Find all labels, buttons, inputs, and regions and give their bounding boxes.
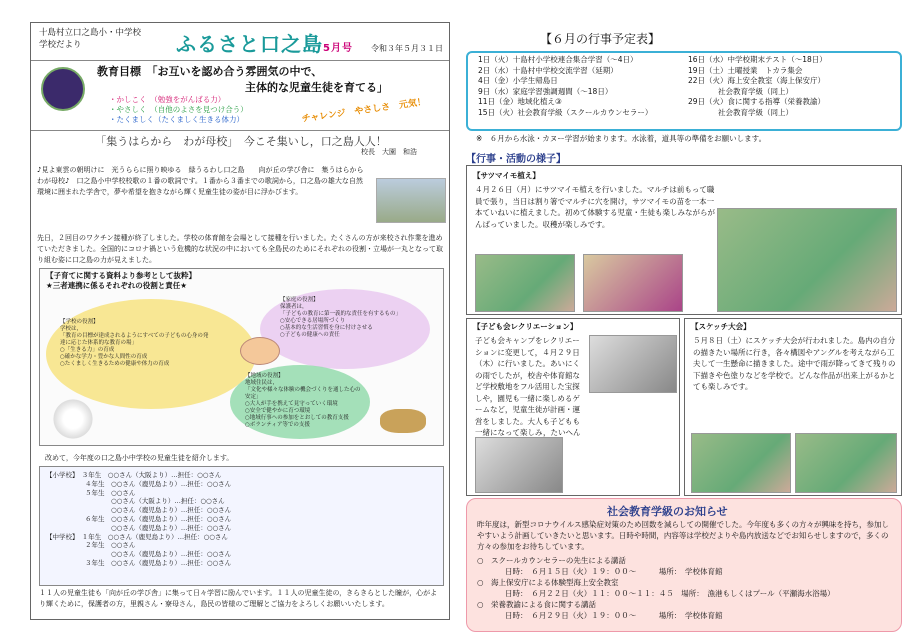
june-schedule bbox=[466, 51, 902, 131]
sketch-photo-2 bbox=[795, 433, 897, 493]
newsletter-left-page bbox=[30, 22, 450, 620]
school-name: 十島村立口之島小・中学校 学校だより bbox=[39, 28, 142, 50]
sketch-section bbox=[684, 318, 902, 496]
lily-illustration bbox=[48, 399, 98, 439]
sketch-text: ５月８日（土）にスケッチ大会が行われました。島内の自分の描きたい場所に行き，各々構図やアングルを考えながら工夫して一生懸命に描きました。途中で雨が降ってきて残りの下描きや色塗りなどを学校で。どんな作品が出来上がるかとても楽しみです。 bbox=[693, 336, 896, 391]
notice-intro: 昨年度は，新型コロナウイルス感染症対策のため回数を減らしての開催でした。今年度も多くの方々が興味を持ち，参加しやすいよう計画していきたいと思います。日時や時間，内容等は学校だよりや島内放送などでお知らせしますので，多くの方々の参加をお待ちしています。 bbox=[477, 520, 890, 551]
schedule-column-2: 16日（水）中学校期末テスト（〜18日） 19日（土）土曜授業 トカラ集会 22日（火）海上安全教室（海上保安庁） 社会教育学級（同上） 29日（火）食に関する指導（栄養教諭） 社会教育学級（同上） bbox=[688, 55, 827, 117]
recreation-text: 子ども会キャンプをレクリエーションに変更して，４月２９日（木）に行いました。あいにくの雨でしたが，校舎や体育館など学校敷地をフル活用した宝探しや，園児も一緒に楽しめるゲームなど，児童生徒が計画・運営をしました。大人も子どもも一緒になって楽しみ，たいへん bbox=[475, 336, 581, 437]
notice-item-title: ○ 栄養教諭による食に関する講話 bbox=[477, 600, 597, 609]
roster-line: ○○さん（大阪より）…担任：○○さん bbox=[46, 497, 225, 506]
notice-item-detail: 日時： ６月２２日（火）１１：００〜１１：４５ 場所： 漁港もしくはプール（平瀬海水浴場） bbox=[505, 589, 835, 598]
schedule-note: ※ ６月から水泳・カヌー学習が始まります。水泳着，道具等の準備をお願いします。 bbox=[476, 134, 767, 143]
potato-photo-2 bbox=[583, 254, 683, 312]
slogan: チャレンジ やさしさ 元気！ bbox=[301, 97, 427, 125]
sketch-photo-1 bbox=[691, 433, 791, 493]
roster-line: ３年生 ○○さん（鹿児島より）…担任：○○さん bbox=[46, 558, 232, 567]
notice-item-title: ○ 海上保安庁による体験型海上安全教室 bbox=[477, 578, 619, 587]
schedule-column-1: 1日（火）十島村小学校連合集合学習（〜4日） 2日（水）十島村中学校交流学習（延期） 4日（金）小学生帰島日 9日（水）家庭学習強調週間（〜18日） 11日（金）地域化植え③ 15日（火）社会教育学級（スクールカウンセラー） bbox=[478, 55, 653, 117]
goal-subtitle: 主体的な児童生徒を育てる」 bbox=[245, 81, 388, 94]
roster-line: ○○さん（鹿児島より）…担任：○○さん bbox=[46, 523, 232, 532]
diagram-title: 【子育てに関する資料より参考として抜粋】 ★三者連携に係るそれぞれの役割と責任★ bbox=[46, 271, 196, 290]
notice-item-detail: 日時： ６月１５日（火）１９：００〜 場所： 学校体育館 bbox=[505, 567, 723, 576]
notice-item-detail: 日時： ６月２９日（火）１９：００〜 場所： 学校体育館 bbox=[505, 611, 723, 620]
article-paragraph-2: 先日，２回目のワクチン接種が終了しました。学校の体育館を会場として接種を行いました。たくさんの方が来校され作業を進めていただきました。全国的にコロナ禍という危機的な状況の中においても全島民のためにそれぞれの役割・立場が一丸となって取り組む姿に口之島の力が見えました。 bbox=[37, 234, 443, 264]
recreation-heading: 【子ども会レクリエーション】 bbox=[473, 322, 578, 331]
goal-title: 教育目標 「お互いを認め合う雰囲気の中で、 bbox=[97, 65, 323, 78]
goal-list: ・かしこく （勉強をがんばる力） ・やさしく （自他のよさを見つけ合う） ・たくましく（たくましく生きる体力） bbox=[109, 95, 248, 124]
issue-date: 令和３年５月３１日 bbox=[371, 44, 443, 53]
home-role-text: 【家庭の役割】 保護者は， 「子どもの教育に第一義的な責任を有するもの」 ○安心できる居場所づくり ○基本的な生活習慣を身に付けさせる ○子どもの健康への責任 bbox=[280, 297, 402, 338]
principal-name: 校長 大園 和浩 bbox=[361, 148, 417, 156]
roster-line: ４年生 ○○さん（鹿児島より）…担任：○○さん bbox=[46, 479, 232, 488]
roles-diagram bbox=[39, 268, 444, 446]
group-photo bbox=[717, 208, 897, 312]
recreation-section bbox=[466, 318, 680, 496]
potato-text: ４月２６日（月）にサツマイモ植えを行いました。マルチは前もって職員で張り，当日は割り箸でマルチに穴を開け，サツマイモの苗を一本一本ていねいに植えました。初めて体験する児童・生徒も楽しみながらがんばっていました。収穫が楽しみです。 bbox=[475, 185, 715, 229]
roster-intro: 改めて，今年度の口之島小中学校の児童生徒を紹介します。 bbox=[45, 454, 234, 462]
cow-illustration bbox=[380, 409, 426, 433]
roster-line: 【中学校】 １年生 ○○さん（鹿児島より）…担任：○○さん bbox=[46, 532, 228, 541]
school-emblem-icon bbox=[41, 67, 85, 111]
school-photo bbox=[376, 178, 446, 223]
roster-line: ５年生 ○○さん bbox=[46, 488, 136, 497]
sketch-heading: 【スケッチ大会】 bbox=[691, 322, 751, 331]
article-paragraph-1: ♪見よ東雲の朝明けに 光うららに照り映ゆる 緑うるわし口之島 向が丘の学び舎に 集うはらから わが母校♪ 口之島小中学校校歌の１番の歌詞です。１番から３番までの歌詞から，口之島の雄大な自然環境に囲まれた学舎で，夢や希望を抱きながら輝く児童生徒の姿が目に浮かびます。 bbox=[37, 166, 371, 196]
lifelong-learning-notice bbox=[466, 498, 902, 632]
school-role-text: 【学校の役割】 学校は， 「教育の目標が達成されるようにすべての子どもの心身の発達に応じた体系的な教育の場」 ○「生きる力」の育成 ○確かな学力・豊かな人間性の育成 ○たくましく生きるための健康や体力の育成 bbox=[60, 319, 209, 367]
community-role-text: 【地域の役割】 地域住民は， 「文化や様々な体験の機会づくりを通した心の安定」 ○大人が手を携えて見守っていく環境 ○安全で健やかに育つ環境 ○地域行事への参加をとおしての教育支援 ○ボランティア等での支援 bbox=[245, 373, 361, 428]
recreation-photo-1 bbox=[589, 335, 677, 393]
article-headline: 「集うはらから わが母校」 今こそ集いし，口之島人人！ bbox=[95, 135, 387, 148]
schedule-title: 【６月の行事予定表】 bbox=[540, 32, 661, 46]
notice-title: 社会教育学級のお知らせ bbox=[607, 505, 728, 518]
header bbox=[31, 23, 450, 61]
newsletter-title: ふるさと口之島5月号 bbox=[176, 32, 353, 56]
roster-line: ○○さん（鹿児島より）…担任：○○さん bbox=[46, 550, 232, 559]
potato-heading: 【サツマイモ植え】 bbox=[473, 171, 540, 180]
notice-items bbox=[477, 555, 893, 621]
activities-heading: 【行事・活動の様子】 bbox=[466, 154, 566, 165]
student-roster bbox=[39, 466, 444, 586]
roster-line: ２年生 ○○さん bbox=[46, 541, 136, 550]
education-goal bbox=[31, 61, 450, 131]
roster-line: ６年生 ○○さん（鹿児島より）…担任：○○さん bbox=[46, 514, 232, 523]
recreation-photo-2 bbox=[475, 437, 563, 493]
notice-item-title: ○ スクールカウンセラーの先生による講話 bbox=[477, 556, 626, 565]
closing-paragraph: １１人の児童生徒も「向が丘の学び舎」に集って日々学習に励んでいます。１１人の児童生徒の，きらきらとした瞳が，心がより輝くために，保護者の方，里親さん・寮母さん，島民の皆様のご理解とご協力をよろしくお願いいたします。 bbox=[39, 589, 438, 608]
roster-line: ○○さん（鹿児島より）…担任：○○さん bbox=[46, 506, 232, 515]
potato-planting-section bbox=[466, 165, 902, 315]
potato-photo-1 bbox=[475, 254, 575, 312]
roster-line: 【小学校】 ３年生 ○○さん（大阪より）…担任：○○さん bbox=[46, 471, 222, 479]
children-illustration bbox=[240, 337, 280, 365]
